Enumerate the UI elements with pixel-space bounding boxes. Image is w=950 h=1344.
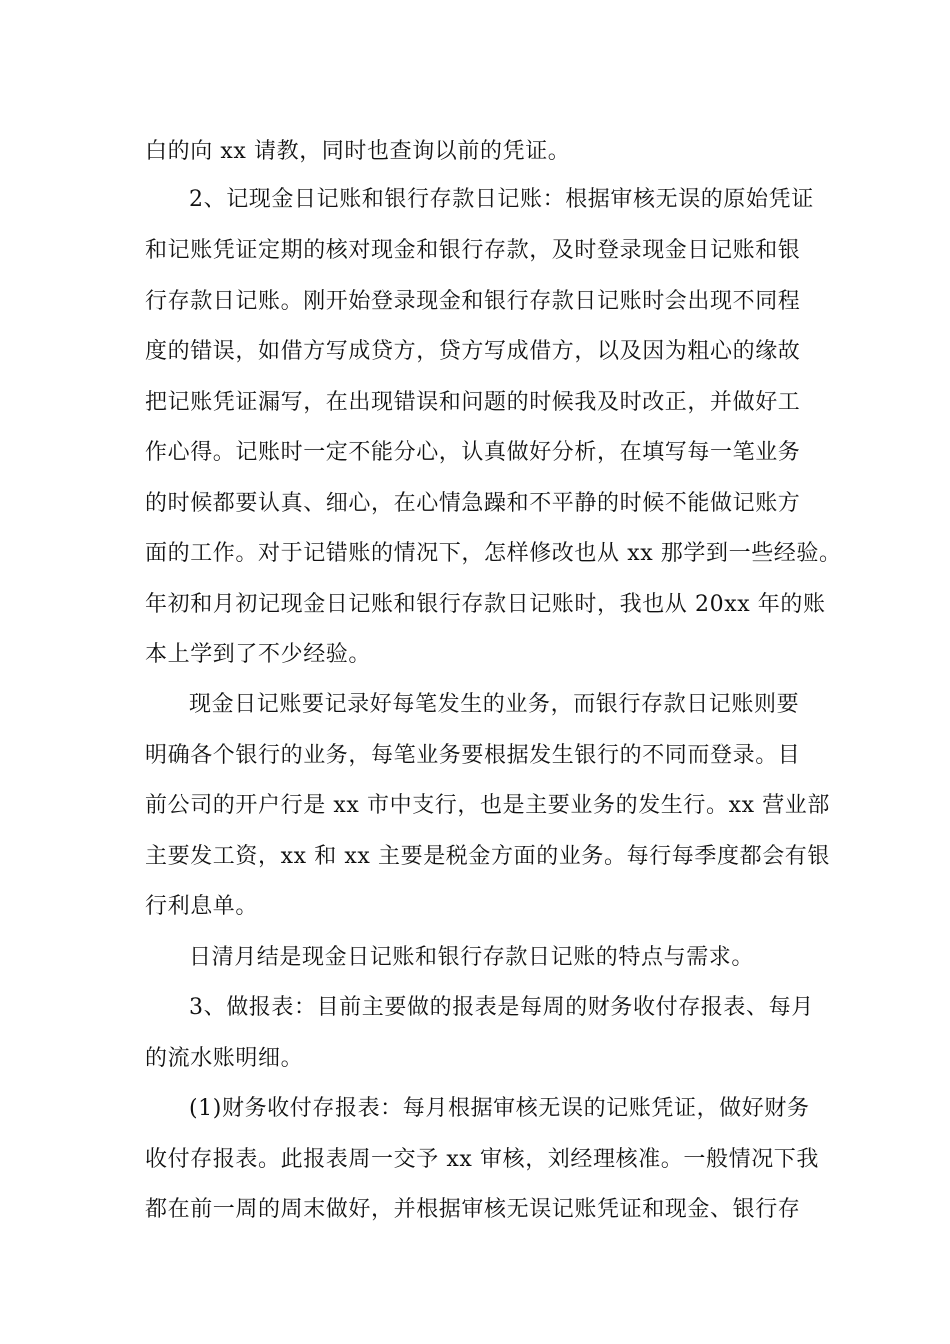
text-line: 度的错误，如借方写成贷方，贷方写成借方，以及因为粗心的缘故 [145, 339, 801, 364]
text-line: 行利息单。 [145, 894, 259, 919]
text-line: 把记账凭证漏写，在出现错误和问题的时候我及时改正，并做好工 [145, 390, 801, 415]
text-line: 日清月结是现金日记账和银行存款日记账的特点与需求。 [189, 945, 755, 970]
text-line: 本上学到了不少经验。 [145, 642, 372, 667]
text-line: 2、记现金日记账和银行存款日记账：根据审核无误的原始凭证 [189, 187, 814, 212]
text-line: 3、做报表：目前主要做的报表是每周的财务收付存报表、每月 [189, 995, 814, 1020]
text-line: 行存款日记账。刚开始登录现金和银行存款日记账时会出现不同程 [145, 289, 801, 314]
text-line: 收付存报表。此报表周一交予 xx 审核，刘经理核准。一般情况下我 [145, 1147, 820, 1172]
text-line: 的流水账明细。 [145, 1046, 304, 1071]
text-line: 明确各个银行的业务，每笔业务要根据发生银行的不同而登录。目 [145, 743, 801, 768]
text-line: 的时候都要认真、细心，在心情急躁和不平静的时候不能做记账方 [145, 491, 801, 516]
text-line: 年初和月初记现金日记账和银行存款日记账时，我也从 20xx 年的账 [145, 592, 826, 617]
text-line: 作心得。记账时一定不能分心，认真做好分析，在填写每一笔业务 [145, 440, 801, 465]
text-line: 前公司的开户行是 xx 市中支行，也是主要业务的发生行。xx 营业部 [145, 793, 831, 818]
text-line: (1)财务收付存报表：每月根据审核无误的记账凭证，做好财务 [189, 1096, 810, 1121]
text-line: 都在前一周的周末做好，并根据审核无误记账凭证和现金、银行存 [145, 1197, 801, 1222]
text-line: 现金日记账要记录好每笔发生的业务，而银行存款日记账则要 [189, 692, 800, 717]
text-line: 面的工作。对于记错账的情况下，怎样修改也从 xx 那学到一些经验。 [145, 541, 842, 566]
text-line: 和记账凭证定期的核对现金和银行存款，及时登录现金日记账和银 [145, 238, 801, 263]
text-line: 主要发工资，xx 和 xx 主要是税金方面的业务。每行每季度都会有银 [145, 844, 831, 869]
text-line: 白的向 xx 请教，同时也查询以前的凭证。 [145, 139, 571, 164]
